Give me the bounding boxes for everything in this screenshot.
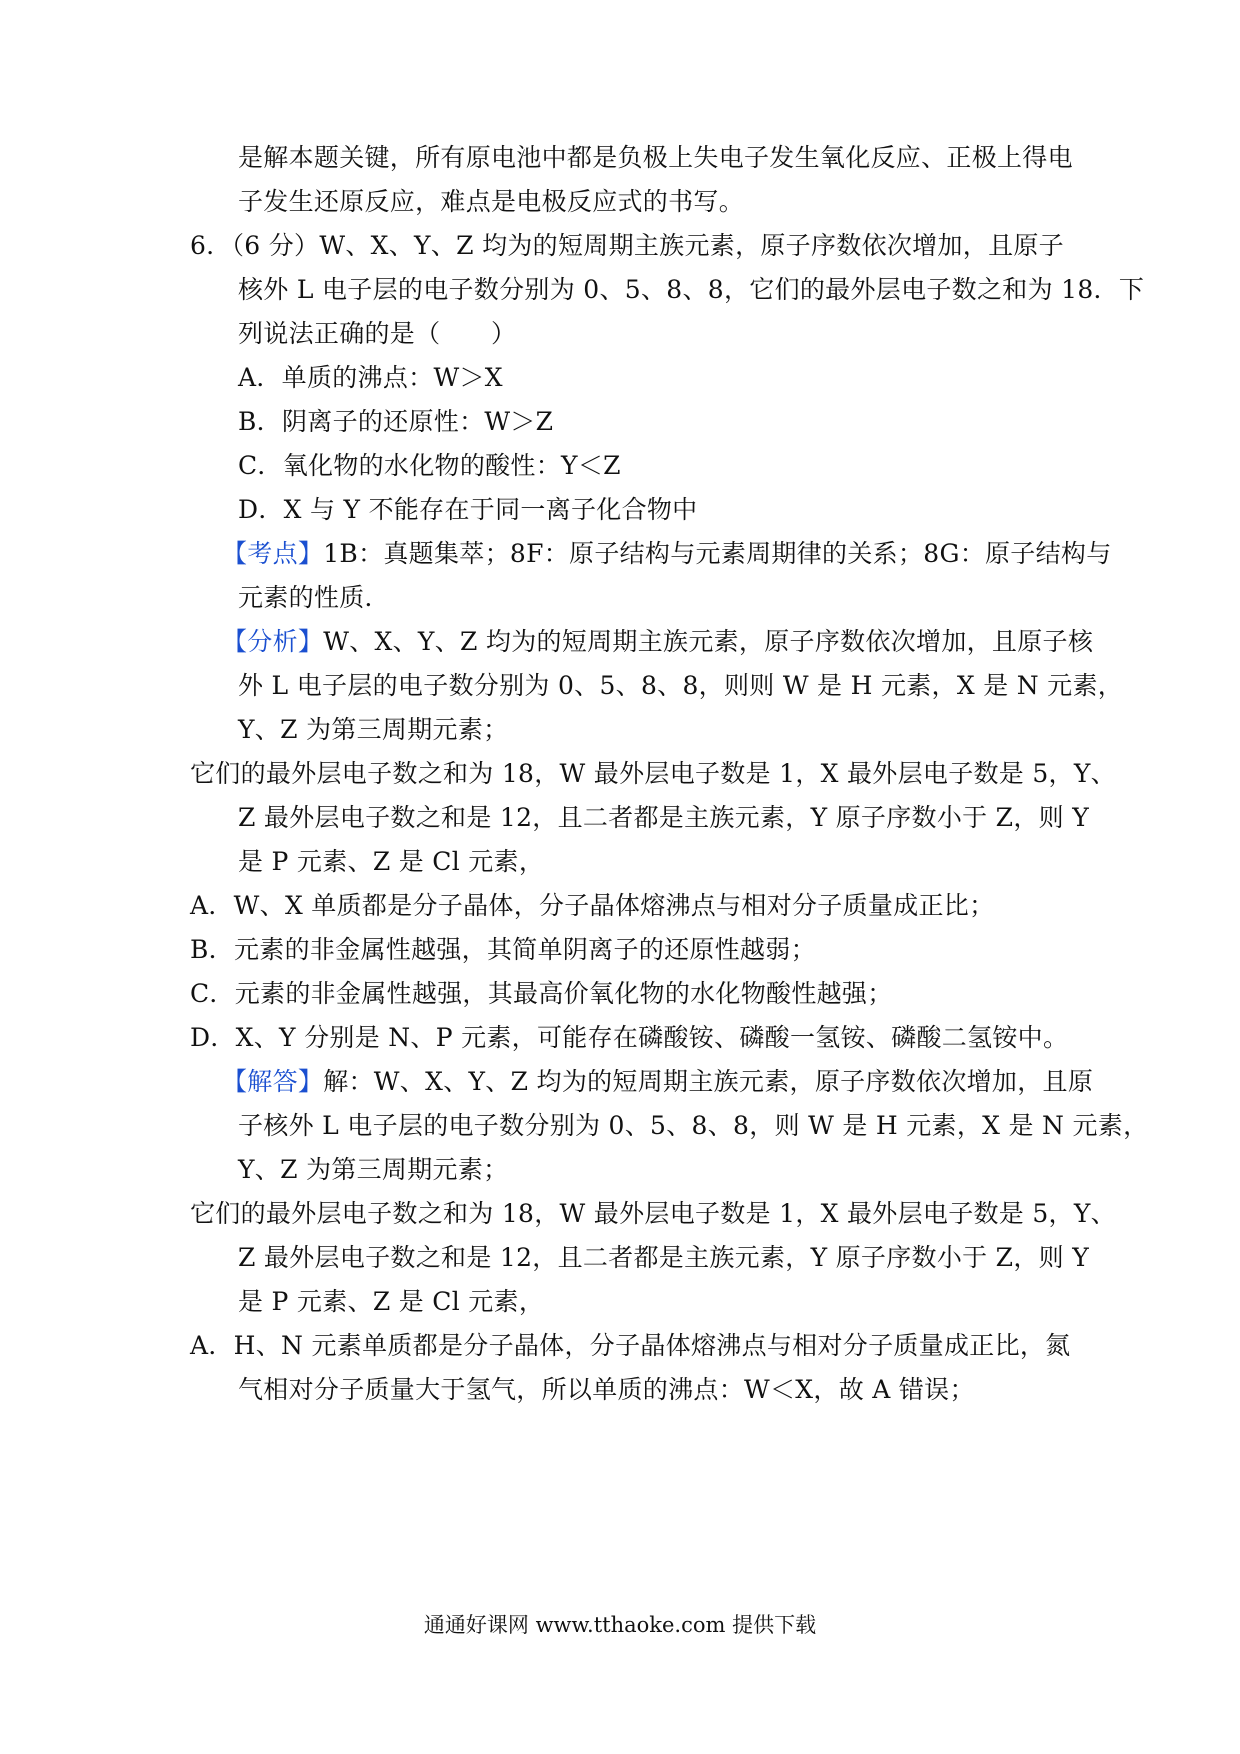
jieda-tag: 【解答】 bbox=[222, 1067, 324, 1096]
question-stem-line: 列说法正确的是（ ） bbox=[238, 319, 517, 348]
fenxi-line: 外 L 电子层的电子数分别为 0、5、8、8，则则 W 是 H 元素，X 是 N 元素， bbox=[238, 671, 1124, 700]
option-b: B．阴离子的还原性：W＞Z bbox=[238, 407, 554, 436]
kaodian-line: 元素的性质． bbox=[238, 583, 390, 612]
fenxi-text: W、X、Y、Z 均为的短周期主族元素，原子序数依次增加，且原子核 bbox=[323, 627, 1094, 656]
question-stem-line: 核外 L 电子层的电子数分别为 0、5、8、8，它们的最外层电子数之和为 18．下 bbox=[238, 275, 1145, 304]
jieda-line: 是 P 元素、Z 是 Cl 元素， bbox=[238, 1287, 545, 1316]
fenxi-line: Z 最外层电子数之和是 12，且二者都是主族元素，Y 原子序数小于 Z，则 Y bbox=[238, 803, 1089, 832]
fenxi-line: A．W、X 单质都是分子晶体，分子晶体熔沸点与相对分子质量成正比； bbox=[190, 891, 995, 920]
fenxi-tag: 【分析】 bbox=[222, 627, 324, 656]
page-footer: 通通好课网 www.tthaoke.com 提供下载 bbox=[423, 1613, 817, 1637]
jieda-line: Y、Z 为第三周期元素； bbox=[238, 1155, 509, 1184]
fenxi-line: 它们的最外层电子数之和为 18，W 最外层电子数是 1，X 最外层电子数是 5，Y、 bbox=[190, 759, 1116, 788]
jieda-line bbox=[222, 1057, 1093, 1106]
option-d: D．X 与 Y 不能存在于同一离子化合物中 bbox=[238, 495, 698, 524]
fenxi-line: 是 P 元素、Z 是 Cl 元素， bbox=[238, 847, 545, 876]
kaodian-tag: 【考点】 bbox=[222, 539, 324, 568]
option-a: A．单质的沸点：W＞X bbox=[238, 363, 503, 392]
fenxi-line: D．X、Y 分别是 N、P 元素，可能存在磷酸铵、磷酸一氢铵、磷酸二氢铵中。 bbox=[190, 1023, 1069, 1052]
jieda-line: 它们的最外层电子数之和为 18，W 最外层电子数是 1，X 最外层电子数是 5，Y、 bbox=[190, 1199, 1116, 1228]
jieda-text: 解：W、X、Y、Z 均为的短周期主族元素，原子序数依次增加，且原 bbox=[323, 1067, 1094, 1096]
continuation-line: 是解本题关键，所有原电池中都是负极上失电子发生氧化反应、正极上得电 bbox=[238, 143, 1073, 172]
jieda-line: 子核外 L 电子层的电子数分别为 0、5、8、8，则 W 是 H 元素，X 是 N 元素， bbox=[238, 1111, 1149, 1140]
kaodian-text: 1B：真题集萃；8F：原子结构与元素周期律的关系；8G：原子结构与 bbox=[323, 539, 1112, 568]
option-c: C．氧化物的水化物的酸性：Y＜Z bbox=[238, 451, 621, 480]
fenxi-line bbox=[222, 617, 1093, 666]
question-stem-line: 6．（6 分）W、X、Y、Z 均为的短周期主族元素，原子序数依次增加，且原子 bbox=[190, 231, 1064, 260]
jieda-line: A．H、N 元素单质都是分子晶体，分子晶体熔沸点与相对分子质量成正比，氮 bbox=[190, 1331, 1071, 1360]
fenxi-line: Y、Z 为第三周期元素； bbox=[238, 715, 509, 744]
jieda-line: 气相对分子质量大于氢气，所以单质的沸点：W＜X，故 A 错误； bbox=[238, 1375, 975, 1404]
jieda-line: Z 最外层电子数之和是 12，且二者都是主族元素，Y 原子序数小于 Z，则 Y bbox=[238, 1243, 1089, 1272]
fenxi-line: C．元素的非金属性越强，其最高价氧化物的水化物酸性越强； bbox=[190, 979, 893, 1008]
kaodian-line bbox=[222, 529, 1112, 578]
continuation-line: 子发生还原反应，难点是电极反应式的书写。 bbox=[238, 187, 745, 216]
fenxi-line: B．元素的非金属性越强，其简单阴离子的还原性越弱； bbox=[190, 935, 816, 964]
